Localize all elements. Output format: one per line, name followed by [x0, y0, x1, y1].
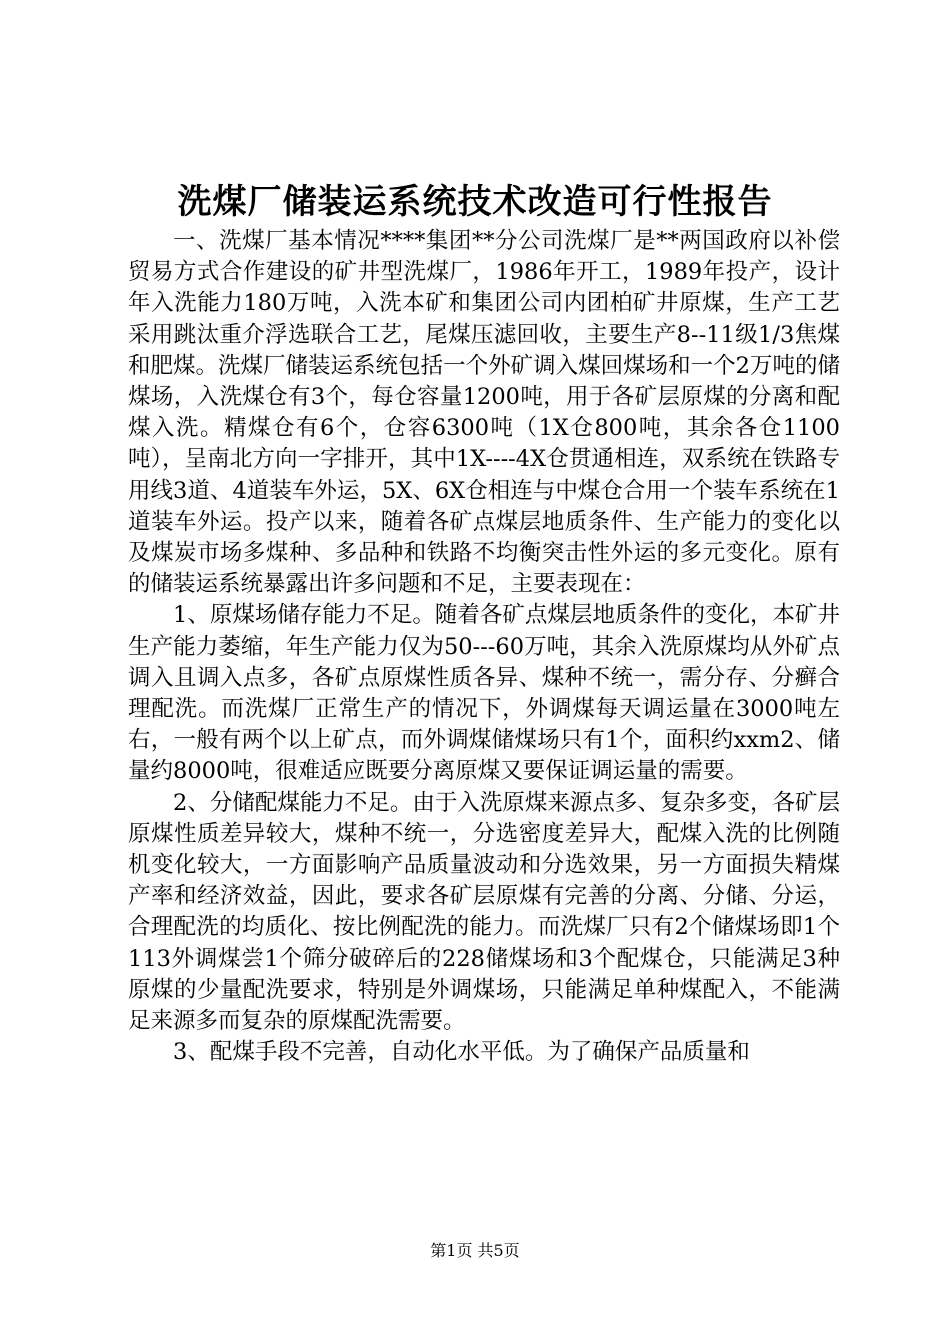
- document-body: [128, 226, 840, 1068]
- paragraph-automation: 3、配煤手段不完善，自动化水平低。为了确保产品质量和: [173, 1039, 750, 1066]
- paragraph-storage-capacity: 1、原煤场储存能力不足。随着各矿点煤层地质条件的变化，本矿井生产能力萎缩，年生产能力仅为50---60万吨，其余入洗原煤均从外矿点调入且调入点多，各矿点原煤性质各异、煤种不统一，需分存、分癣合理配洗。而洗煤厂正常生产的情况下，外调煤每天调运量在3000吨左右，一般有两个以上矿点，而外调煤储煤场只有1个，面积约xxm2、储量约8000吨，很难适应既要分离原煤又要保证调运量的需要。: [128, 602, 840, 785]
- paragraph-blending-capacity: 2、分储配煤能力不足。由于入洗原煤来源点多、复杂多变，各矿层原煤性质差异较大，煤种不统一，分选密度差异大，配煤入洗的比例随机变化较大，一方面影响产品质量波动和分选效果，另一方面损失精煤产率和经济效益，因此，要求各矿层原煤有完善的分离、分储、分运，合理配洗的均质化、按比例配洗的能力。而洗煤厂只有2个储煤场即1个113外调煤尝1个筛分破碎后的228储煤场和3个配煤仓，只能满足3种原煤的少量配洗要求，特别是外调煤场，只能满足单种煤配入，不能满足来源多而复杂的原煤配洗需要。: [128, 789, 840, 1035]
- document-title: 洗煤厂储装运系统技术改造可行性报告: [177, 182, 773, 222]
- paragraph-basic-situation: 一、洗煤厂基本情况****集团**分公司洗煤厂是**两国政府以补偿贸易方式合作建设的矿井型洗煤厂，1986年开工，1989年投产，设计年入洗能力180万吨，入洗本矿和集团公司内团柏矿井原煤，生产工艺采用跳汰重介浮选联合工艺，尾煤压滤回收，主要生产8--11级1/3焦煤和肥煤。洗煤厂储装运系统包括一个外矿调入煤回煤场和一个2万吨的储煤场，入洗煤仓有3个，每仓容量1200吨，用于各矿层原煤的分离和配煤入洗。精煤仓有6个，仓容6300吨（1X仓800吨，其余各仓1100吨），呈南北方向一字排开，其中1X----4X仓贯通相连，双系统在铁路专用线3道、4道装车外运，5X、6X仓相连与中煤仓合用一个装车系统在1道装车外运。投产以来，随着各矿点煤层地质条件、生产能力的变化以及煤炭市场多煤种、多品种和铁路不均衡突击性外运的多元变化。原有的储装运系统暴露出许多问题和不足，主要表现在：: [128, 228, 840, 598]
- page-footer: 第1页 共5页: [430, 1241, 520, 1260]
